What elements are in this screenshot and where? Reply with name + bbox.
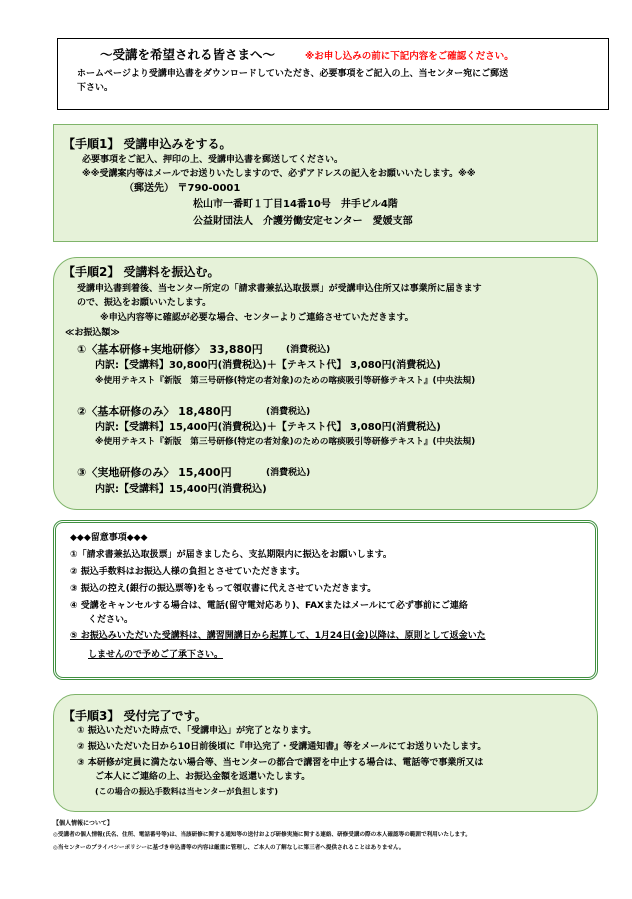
notice-item-5: ⑤ お振込みいただいた受講料は、講習開講日から起算して、1月24日(金)以降は、原則として返金いた bbox=[70, 631, 486, 641]
step3-item-3-note: (この場合の振込手数料は当センターが負担します) bbox=[95, 787, 278, 796]
intro-line-1: ホームページより受講申込書をダウンロードしていただき、必要事項をご記入の上、当センター宛にご郵送 bbox=[77, 69, 509, 79]
notice-item-4-cont: ください。 bbox=[88, 615, 134, 625]
fee-item-1-note: ※使用テキスト『新版 第三号研修(特定の者対象)のための喀痰吸引等研修テキスト』(中央法規) bbox=[95, 376, 476, 386]
fee-item-1-tax: (消費税込) bbox=[286, 345, 331, 355]
fee-item-1-title: ①〈基本研修+実地研修〉 33,880円 bbox=[77, 343, 263, 356]
intro-warning: ※お申し込みの前に下記内容をご確認ください。 bbox=[305, 51, 514, 62]
notice-item-4: ④ 受講をキャンセルする場合は、電話(留守電対応あり)、FAXまたはメールにて必ず事前にご連絡 bbox=[70, 601, 468, 611]
fee-item-3-tax: (消費税込) bbox=[266, 468, 311, 478]
step2-heading: 【手順2】 受講料を振込む。 bbox=[63, 265, 220, 279]
intro-line-2: 下さい。 bbox=[77, 83, 114, 93]
step3-heading: 【手順3】 受付完了です。 bbox=[63, 709, 207, 723]
fee-item-2-detail: 内訳:【受講料】15,400円(消費税込)＋【テキスト代】 3,080円(消費税込) bbox=[95, 422, 441, 433]
notice-item-1: ①「請求書兼払込取扱票」が届きましたら、支払期限内に振込をお願いします。 bbox=[70, 550, 392, 560]
step3-item-3-cont: ご本人にご連絡の上、お振込金額を返還いたします。 bbox=[95, 772, 311, 782]
step2-line-1: 受講申込書到着後、当センター所定の「請求書兼払込取扱票」が受講申込住所又は事業所に届きます bbox=[77, 284, 482, 294]
fee-item-3-detail: 内訳:【受講料】15,400円(消費税込) bbox=[95, 484, 267, 495]
privacy-line-2: ◎当センターのプライバシーポリシーに基づき申込書等の内容は厳重に管理し、ご本人の了解なしに第三者へ提供されることはありません。 bbox=[53, 845, 405, 851]
notice-item-2: ② 振込手数料はお振込人様の負担とさせていただきます。 bbox=[70, 567, 306, 577]
step3-item-3: ③ 本研修が定員に満たない場合等、当センターの都合で講習を中止する場合は、電話等で事業所又は bbox=[77, 758, 484, 768]
privacy-heading: 【個人情報について】 bbox=[53, 820, 113, 827]
step2-line-2: ので、振込をお願いいたします。 bbox=[77, 298, 212, 308]
step1-line-1: 必要事項をご記入、押印の上、受講申込書を郵送してください。 bbox=[82, 155, 344, 165]
amount-label: ≪お振込額≫ bbox=[65, 328, 120, 338]
step3-item-1: ① 振込いただいた時点で、「受講申込」が完了となります。 bbox=[77, 726, 317, 736]
fee-item-3-title: ③〈実地研修のみ〉 15,400円 bbox=[77, 466, 232, 479]
step3-item-2: ② 振込いただいた日から10日前後頃に『申込完了・受講通知書』等をメールにてお送りいたします。 bbox=[77, 742, 487, 752]
privacy-line-1: ◎受講者の個人情報(氏名、住所、電話番号等)は、当該研修に関する通知等の送付および研修実施に関する連絡、研修受講の際の本人確認等の範囲で利用いたします。 bbox=[53, 832, 471, 838]
notice-item-5-cont: しませんので予めご了承下さい。 bbox=[88, 650, 224, 660]
fee-item-2-note: ※使用テキスト『新版 第三号研修(特定の者対象)のための喀痰吸引等研修テキスト』(中央法規) bbox=[95, 437, 476, 447]
notice-item-3: ③ 振込の控え(銀行の振込票等)をもって領収書に代えさせていただきます。 bbox=[70, 584, 377, 594]
fee-item-2-tax: (消費税込) bbox=[266, 407, 311, 417]
fee-item-2-title: ②〈基本研修のみ〉 18,480円 bbox=[77, 405, 232, 418]
step1-org: 公益財団法人 介護労働安定センター 愛媛支部 bbox=[193, 216, 413, 227]
step1-postal: （郵送先） 〒790-0001 bbox=[124, 183, 241, 194]
intro-title: ～受講を希望される皆さまへ～ bbox=[100, 47, 276, 62]
step2-line-3: ※申込内容等に確認が必要な場合、センターよりご連絡させていただきます。 bbox=[100, 313, 414, 323]
step1-line-2: ※※受講案内等はメールでお送りいたしますので、必ずアドレスの記入をお願いいたします。※※ bbox=[82, 169, 476, 179]
step1-address: 松山市一番町１丁目14番10号 井手ビル4階 bbox=[193, 199, 398, 210]
notice-heading: ◆◆◆留意事項◆◆◆ bbox=[70, 533, 148, 543]
fee-item-1-detail: 内訳:【受講料】30,800円(消費税込)＋【テキスト代】 3,080円(消費税込) bbox=[95, 360, 441, 371]
step1-heading: 【手順1】 受講申込みをする。 bbox=[63, 137, 232, 151]
